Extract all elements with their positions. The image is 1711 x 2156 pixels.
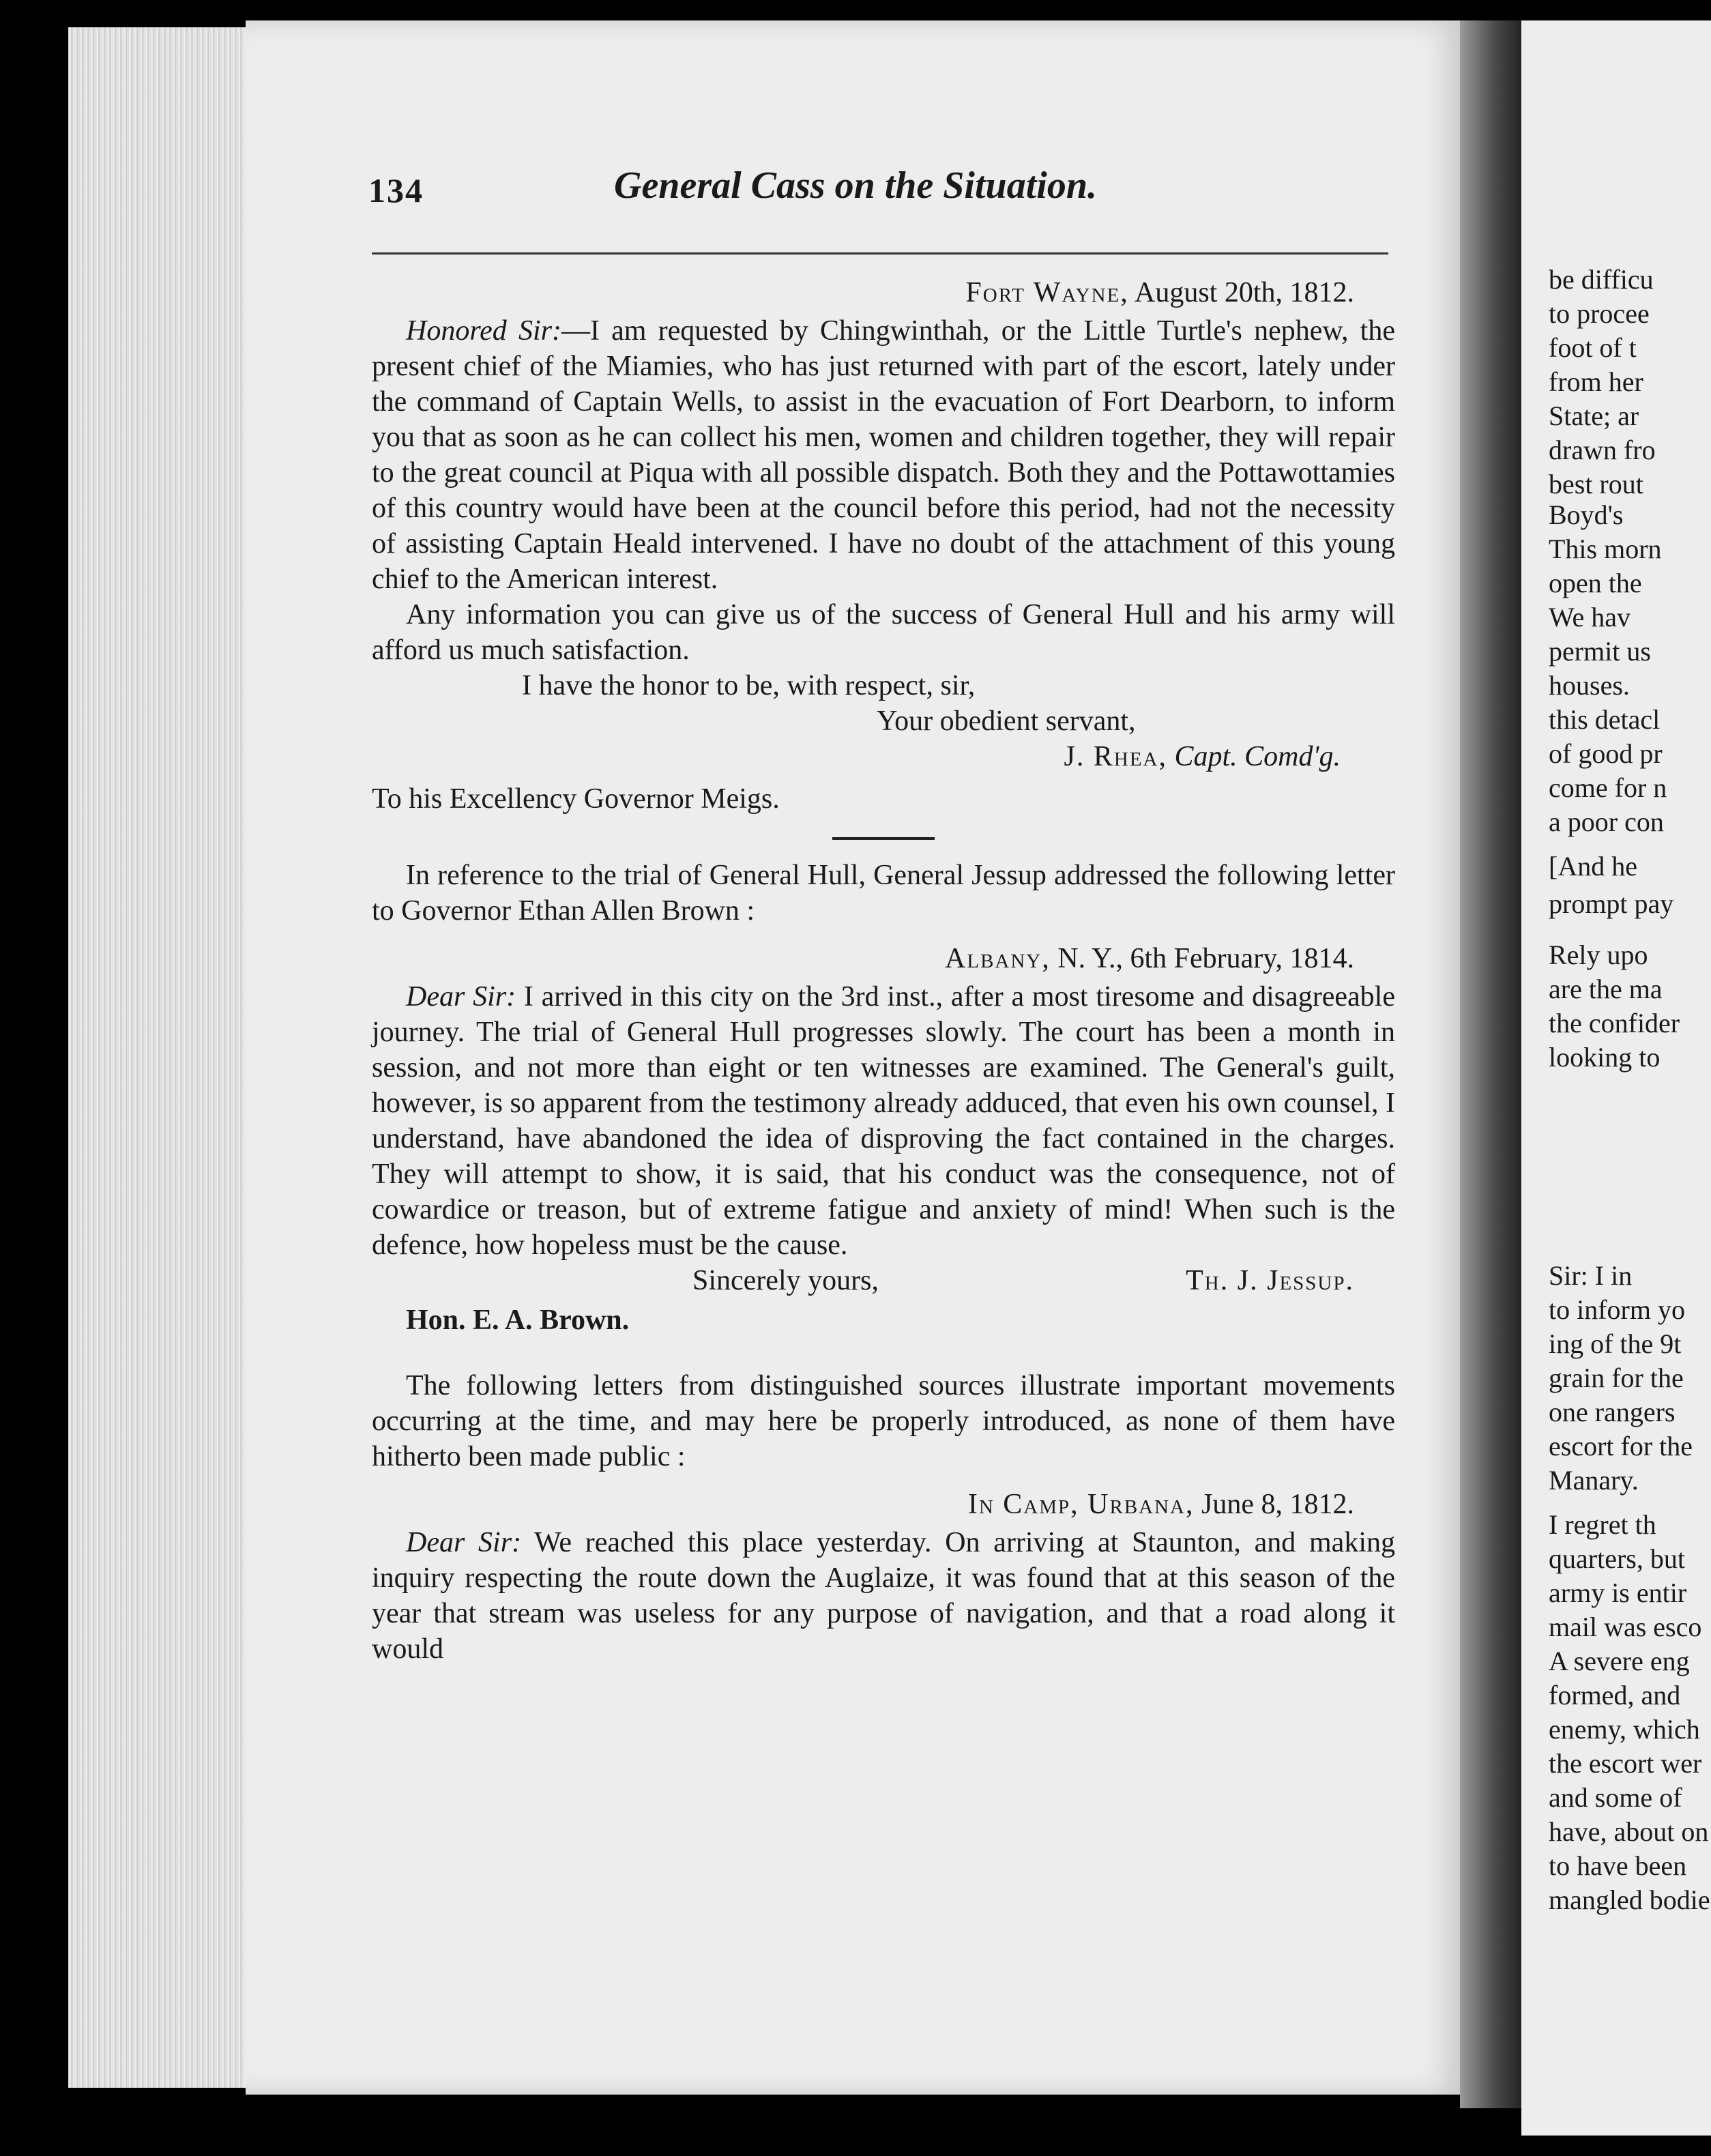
letter2-closing: Sincerely yours, — [692, 1265, 879, 1296]
right-line: foot of t — [1549, 332, 1637, 363]
letter1-dateline-place: Fort Wayne, — [965, 277, 1129, 308]
page-body — [372, 270, 1395, 1667]
letter3-dateline — [372, 1487, 1354, 1522]
letter2-dateline-date: N. Y., 6th February, 1814. — [1057, 943, 1354, 974]
letter2-signature: Th. J. Jessup. — [1186, 1265, 1354, 1296]
right-line: looking to — [1549, 1042, 1661, 1073]
right-line: I regret th — [1549, 1509, 1656, 1540]
right-line: this detacl — [1549, 704, 1661, 735]
letter1-para1-text: —I am requested by Chingwinthah, or the Little Turtle's nephew, the present chief of the Miamies, who has just returned with part of the escort, lately under the command of Captain Wells, to assist in the evacuation of Fort Dearborn, to inform you that as soon as he can collect his men, women and children together, they will repair to the great council at Piqua with all possible dispatch. Both they and the Pottawottamies of this country would have been at the council before this period, had not the necessity of assisting Captain Heald intervened. I have no doubt of the attachment of this young chief to the American interest. — [372, 315, 1395, 595]
right-line: to have been — [1549, 1850, 1687, 1881]
right-line: houses. — [1549, 670, 1630, 701]
letter1-signature-name: J. Rhea, — [1064, 741, 1167, 772]
letter1-closing-1: I have the honor to be, with respect, sir, — [522, 670, 976, 701]
right-line: are the ma — [1549, 974, 1663, 1004]
page-number: 134 — [368, 171, 424, 209]
letter1-dateline-date: August 20th, 1812. — [1134, 277, 1354, 308]
right-line: Manary. — [1549, 1465, 1639, 1496]
letter1-addressee: To his Excellency Governor Meigs. — [372, 783, 780, 815]
right-line: of good pr — [1549, 738, 1663, 769]
right-line: grain for the — [1549, 1363, 1684, 1393]
letter3-paragraph-1 — [372, 1525, 1395, 1667]
right-line: a poor con — [1549, 806, 1664, 837]
right-line: to inform yo — [1549, 1294, 1685, 1325]
right-line: [And he — [1549, 851, 1637, 882]
letter1-signature-title: Capt. Comd'g. — [1174, 741, 1341, 772]
right-line: prompt pay — [1549, 888, 1674, 919]
right-line: the escort wer — [1549, 1748, 1702, 1779]
right-line: This morn — [1549, 534, 1662, 564]
right-line: open the — [1549, 568, 1642, 598]
right-line: Boyd's — [1549, 499, 1624, 530]
right-line: We hav — [1549, 602, 1631, 632]
right-line: State; ar — [1549, 400, 1639, 431]
letter1-paragraph-2: Any information you can give us of the success of General Hull and his army will afford us much satisfaction. — [372, 599, 1395, 666]
right-line: escort for the — [1549, 1431, 1693, 1461]
header-rule — [372, 252, 1388, 254]
right-line: and some of — [1549, 1782, 1682, 1813]
section-separator — [832, 837, 935, 840]
right-line: from her — [1549, 366, 1643, 397]
interlude-2: The following letters from distinguished sources illustrate important movements occurring at the time, and may here be properly introduced, as none of them have hitherto been made public : — [372, 1370, 1395, 1472]
right-line: A severe eng — [1549, 1646, 1690, 1676]
right-line: quarters, but — [1549, 1543, 1685, 1574]
right-line: permit us — [1549, 636, 1651, 667]
letter1-closing-2: Your obedient servant, — [877, 705, 1136, 737]
right-line: drawn fro — [1549, 435, 1656, 465]
right-line: enemy, which — [1549, 1714, 1700, 1745]
letter3-dateline-date: June 8, 1812. — [1201, 1489, 1354, 1520]
letter2-dateline — [372, 941, 1354, 976]
right-line: ing of the 9t — [1549, 1328, 1682, 1359]
right-line: mail was esco — [1549, 1612, 1702, 1642]
right-line: one rangers — [1549, 1397, 1676, 1427]
letter1-signature — [372, 739, 1395, 774]
letter2-paragraph-1 — [372, 979, 1395, 1263]
right-line: best rout — [1549, 469, 1643, 499]
right-line: come for n — [1549, 772, 1667, 803]
page-edges — [68, 27, 259, 2088]
letter2-addressee: Hon. E. A. Brown. — [406, 1305, 630, 1336]
right-line: Rely upo — [1549, 939, 1648, 970]
letter2-para1-text: I arrived in this city on the 3rd inst., after a most tiresome and disagreeable journey. The trial of General Hull progresses slowly. The court has been a month in session, and not more than eight or ten witnesses are examined. The General's guilt, however, is so apparent from the testimony already adduced, that even his own counsel, I understand, have abandoned the idea of disproving the fact contained in the charges. They will attempt to show, it is said, that his conduct was the consequence, not of cowardice or treason, but of extreme fatigue and anxiety of mind! When such is the defence, how hopeless must be the cause. — [372, 981, 1395, 1261]
right-line: Sir: I in — [1549, 1260, 1633, 1291]
right-line: army is entir — [1549, 1577, 1687, 1608]
letter2-closing-row — [372, 1263, 1395, 1298]
right-line: mangled bodie — [1549, 1884, 1710, 1915]
right-page — [1521, 20, 1711, 2136]
running-head: General Cass on the Situation. — [614, 164, 1097, 207]
right-line: formed, and — [1549, 1680, 1681, 1710]
letter3-salutation: Dear Sir: — [406, 1527, 522, 1558]
letter1-paragraph-1 — [372, 313, 1395, 597]
letter1-dateline — [372, 275, 1354, 310]
letter1-salutation: Honored Sir: — [406, 315, 561, 347]
right-line: the confider — [1549, 1008, 1680, 1038]
interlude-1: In reference to the trial of General Hull, General Jessup addressed the following letter to Governor Ethan Allen Brown : — [372, 860, 1395, 927]
letter2-salutation: Dear Sir: — [406, 981, 516, 1013]
right-line: have, about on — [1549, 1816, 1709, 1847]
right-line: to procee — [1549, 298, 1650, 329]
right-line: be difficu — [1549, 264, 1654, 295]
letter3-para1-text: We reached this place yesterday. On arriving at Staunton, and making inquiry respecting the route down the Auglaize, it was found that at this season of the year that stream was useless for any purpose of navigation, and that a road along it would — [372, 1527, 1395, 1665]
letter2-dateline-place: Albany, — [945, 943, 1051, 974]
letter3-dateline-place: In Camp, Urbana, — [967, 1489, 1195, 1520]
